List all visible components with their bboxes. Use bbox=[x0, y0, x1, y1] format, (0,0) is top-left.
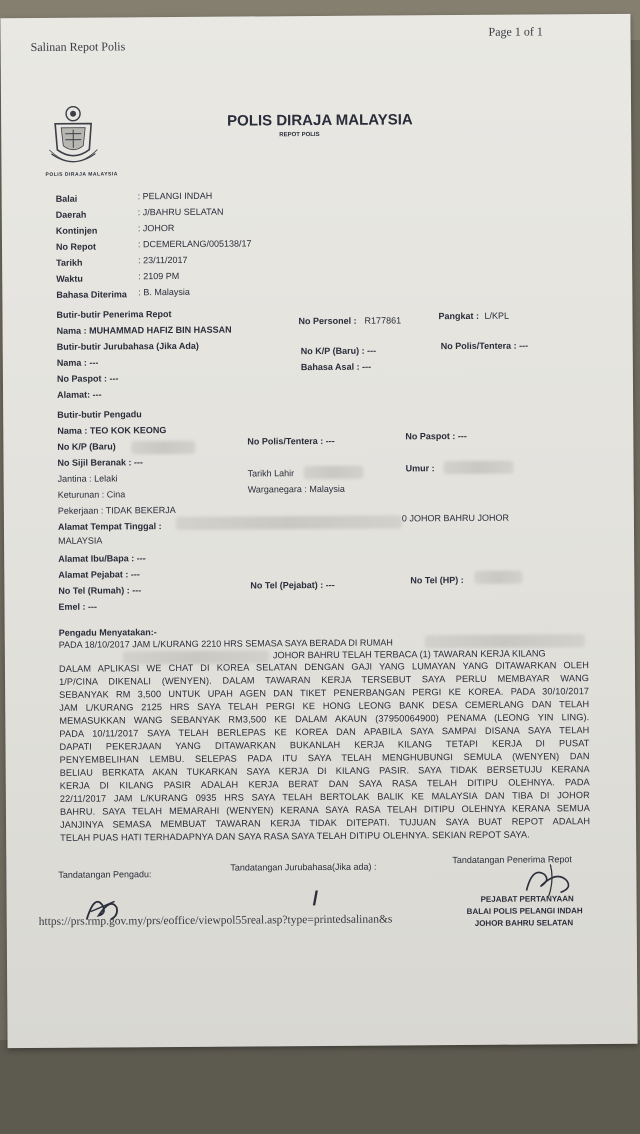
pdrm-crest-icon bbox=[47, 104, 99, 174]
document-title: POLIS DIRAJA MALAYSIA bbox=[227, 111, 413, 130]
redacted-phone bbox=[474, 571, 522, 584]
pengadu-keturunan: Keturunan : Cina bbox=[57, 489, 126, 500]
pengadu-tel-hp-label: No Tel (HP) : bbox=[410, 574, 464, 586]
statement-body-line: MEMASUKKAN WANG SEBANYAK RM3,500 KE DALAM AKAUN (37950064900) PENAMA (LEONG YIN LING). bbox=[59, 712, 590, 726]
jurubahasa-alamat: Alamat: --- bbox=[57, 389, 102, 400]
redacted-home-address bbox=[425, 634, 585, 648]
statement-body-line: TELAH PUAS HATI TERHADAPNYA DAN SAYA RASA SAYA TELAH DITIPU OLEHNYA. SEKIAN REPOT SAYA. bbox=[60, 829, 530, 843]
redacted-ic-number bbox=[131, 441, 195, 454]
meta-label-no-repot: No Repot bbox=[55, 241, 97, 252]
meta-label-tarikh: Tarikh bbox=[56, 257, 83, 268]
footer-url: https://prs.rmp.gov.my/prs/eoffice/viewpol55real.asp?type=printedsalinan&s bbox=[38, 913, 393, 928]
document-subtitle: REPOT POLIS bbox=[279, 131, 320, 139]
background-floor bbox=[0, 1040, 640, 1134]
meta-label-kontinjen: Kontinjen bbox=[55, 225, 98, 236]
penerima-nama: Nama : MUHAMMAD HAFIZ BIN HASSAN bbox=[56, 324, 232, 336]
meta-value-no-repot: : DCEMERLANG/005138/17 bbox=[137, 238, 252, 250]
pengadu-tel-rumah: No Tel (Rumah) : --- bbox=[58, 585, 142, 596]
statement-body-line: DAPATI PEKERJAAN YANG DITAWARKAN BUKANLAH KERJA KILANG TETAPI KERJA DI PUSAT bbox=[59, 738, 590, 752]
jurubahasa-mark: / bbox=[312, 888, 319, 911]
meta-value-balai: : PELANGI INDAH bbox=[137, 190, 213, 202]
stamp-line-1: PEJABAT PERTANYAAN bbox=[480, 894, 574, 904]
statement-body-line: 1/P/CINA DIKENALI (WENYEN). DALAM TAWARAN KERJA TERSEBUT SAYA PERLU MEMBAYAR WANG bbox=[59, 673, 590, 687]
statement-body-line: PADA 10/11/2017 SAYA TELAH BERLEPAS KE KOREA DAN APABILA SAYA SAMPAI DISANA SAYA TELAH bbox=[59, 725, 590, 739]
redacted-birthdate bbox=[304, 466, 364, 479]
redacted-address bbox=[176, 515, 402, 530]
pengadu-nokp-label: No K/P (Baru) bbox=[57, 441, 116, 452]
statement-heading: Pengadu Menyatakan:- bbox=[58, 627, 157, 638]
pengadu-tel-pejabat: No Tel (Pejabat) : --- bbox=[250, 579, 335, 591]
pengadu-alamat-pejabat: Alamat Pejabat : --- bbox=[58, 569, 140, 580]
statement-body-line: JAM L/KURANG 2125 HRS SAYA TELAH PERGI KE HONG LEONG BANK DESA CEMERLANG DAN TELAH bbox=[59, 699, 590, 713]
jurubahasa-heading: Butir-butir Jurubahasa (Jika Ada) bbox=[56, 340, 199, 352]
jurubahasa-nopaspot: No Paspot : --- bbox=[56, 373, 119, 384]
pengadu-alamat-tail: 0 JOHOR BAHRU JOHOR bbox=[401, 512, 509, 524]
meta-value-kontinjen: : JOHOR bbox=[137, 223, 175, 234]
pengadu-sijil: No Sijil Beranak : --- bbox=[57, 457, 144, 468]
pengadu-alamat-line2: MALAYSIA bbox=[58, 535, 103, 546]
meta-value-daerah: : J/BAHRU SELATAN bbox=[137, 206, 224, 218]
pengadu-jantina: Jantina : Lelaki bbox=[57, 473, 118, 484]
pengadu-umur-label: Umur : bbox=[405, 463, 435, 474]
penerima-pangkat-label: Pangkat : bbox=[438, 310, 480, 322]
statement-body-line: SEBANYAK RM 3,500 UNTUK UPAH AGEN DAN TIKET PENERBANGAN PERGI KE KOREA. PADA 30/10/2017 bbox=[59, 686, 590, 700]
pengadu-alamat-label: Alamat Tempat Tinggal : bbox=[57, 521, 162, 532]
statement-line-1: PADA 18/10/2017 JAM L/KURANG 2210 HRS SEMASA SAYA BERADA DI RUMAH bbox=[58, 637, 393, 650]
jurubahasa-nokp: No K/P (Baru) : --- bbox=[300, 345, 377, 357]
pengadu-nopaspot: No Paspot : --- bbox=[405, 430, 467, 442]
jurubahasa-nama: Nama : --- bbox=[56, 357, 99, 368]
statement-body-line: 22/11/2017 JAM L/KURANG 0935 HRS SAYA TELAH BERTOLAK BALIK KE MALAYSIA DAN TIBA DI JOHOR bbox=[59, 790, 590, 804]
crest-text: POLIS DIRAJA MALAYSIA bbox=[45, 171, 118, 178]
statement-body-line: DALAM APLIKASI WE CHAT DI KOREA SELATAN DENGAN GAJI YANG LUMAYAN YANG DITAWARKAN OLEH bbox=[58, 660, 589, 674]
pengadu-tarikh-lahir-label: Tarikh Lahir bbox=[247, 468, 295, 479]
meta-label-daerah: Daerah bbox=[55, 209, 87, 220]
statement-body-line: PENYEMBELIHAN LEMBU. SELEPAS PADA ITU SAYA TELAH MENGHUBUNGI SEMULA (WENYEN) DAN bbox=[59, 751, 590, 765]
header-left: Salinan Repot Polis bbox=[30, 39, 126, 55]
meta-label-balai: Balai bbox=[55, 193, 78, 204]
pengadu-nopolis: No Polis/Tentera : --- bbox=[247, 435, 335, 447]
meta-value-tarikh: : 23/11/2017 bbox=[138, 254, 188, 266]
police-report-page bbox=[0, 14, 637, 1048]
page-number: Page 1 of 1 bbox=[488, 24, 543, 39]
stamp-line-3: JOHOR BAHRU SELATAN bbox=[474, 918, 574, 928]
pengadu-pekerjaan: Pekerjaan : TIDAK BEKERJA bbox=[57, 504, 176, 516]
jurubahasa-bahasa-asal: Bahasa Asal : --- bbox=[300, 361, 372, 373]
stamp-line-2: BALAI POLIS PELANGI INDAH bbox=[466, 906, 583, 916]
redacted-age bbox=[444, 461, 514, 474]
signature-jurubahasa-label: Tandatangan Jurubahasa(Jika ada) : bbox=[230, 861, 377, 873]
penerima-heading: Butir-butir Penerima Repot bbox=[56, 309, 172, 320]
jurubahasa-nopolis: No Polis/Tentera : --- bbox=[440, 340, 529, 352]
pengadu-nama: Nama : TEO KOK KEONG bbox=[57, 425, 167, 436]
statement-body-line: JANJINYA SEMASA MEMBUAT TAWARAN KERJA TIDAK DITEPATI. TUJUAN SAYA BUAT REPOT ADALAH bbox=[60, 816, 591, 830]
pengadu-emel: Emel : --- bbox=[58, 601, 98, 612]
pengadu-warganegara: Warganegara : Malaysia bbox=[247, 483, 345, 495]
meta-value-bahasa: : B. Malaysia bbox=[138, 286, 190, 298]
statement-body-line: KERJA DI KILANG PASIR ADALAH KERJA BERAT DAN SAYA RASA TELAH DITIPU OLEHNYA. PADA bbox=[59, 777, 590, 791]
meta-label-bahasa: Bahasa Diterima bbox=[56, 289, 127, 300]
pengadu-alamat-ibubapa: Alamat Ibu/Bapa : --- bbox=[58, 553, 146, 564]
statement-line-2: JOHOR BAHRU TELAH TERBACA (1) TAWARAN KERJA KILANG bbox=[272, 648, 546, 661]
meta-label-waktu: Waktu bbox=[56, 273, 83, 284]
signature-penerima-label: Tandatangan Penerima Repot bbox=[452, 854, 572, 866]
statement-body-line: BELIAU BERKATA AKAN TUKARKAN SAYA KERJA DI KILANG PASIR. SAYA TIDAK BERSETUJU KERANA bbox=[59, 764, 590, 778]
penerima-personel-label: No Personel : bbox=[298, 315, 357, 327]
penerima-pangkat-value: L/KPL bbox=[484, 310, 510, 321]
statement-body-line: BAHRU. SAYA TELAH MEMARAHI (WENYEN) KERANA SAYA RASA TELAH DITIPU OLEHNYA KERANA SEMUA bbox=[59, 803, 590, 817]
meta-value-waktu: : 2109 PM bbox=[138, 270, 180, 282]
signature-pengadu-label: Tandatangan Pengadu: bbox=[58, 869, 152, 880]
penerima-personel-value: R177861 bbox=[364, 315, 402, 326]
pengadu-heading: Butir-butir Pengadu bbox=[57, 409, 142, 420]
